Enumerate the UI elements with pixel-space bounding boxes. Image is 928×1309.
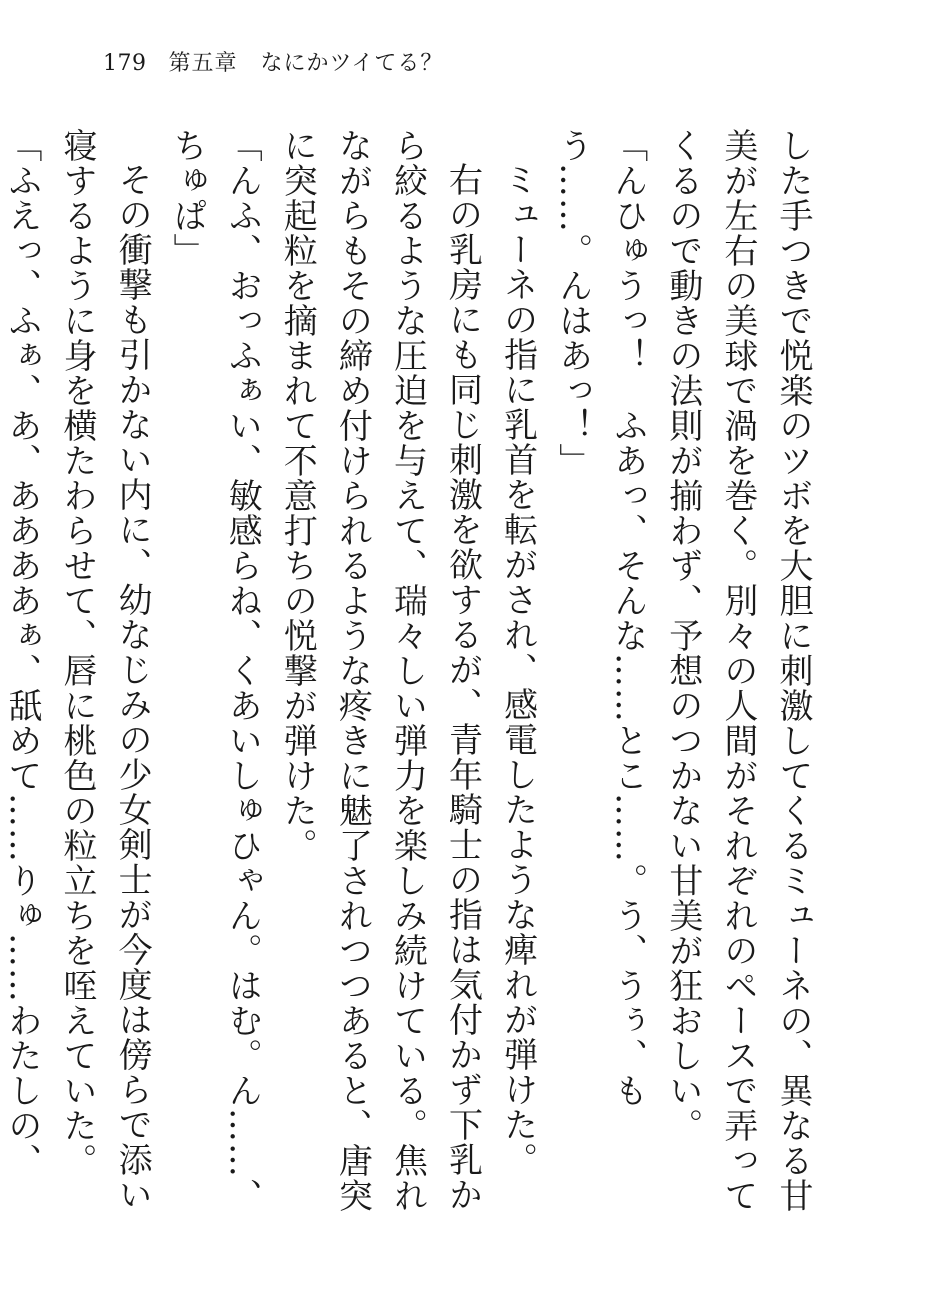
paragraph: 「んふ、おっふぁい、敏感らね、くあいしゅひゃん。はむ。ん……、ちゅぱ」 [167,128,263,1213]
body-text [1,128,820,1228]
paragraph: ミューネの指に乳首を転がされ、感電したような痺れが弾けた。 [497,162,538,1177]
page-number: 179 [103,51,147,76]
paragraph: 「ふえっ、ふぁ、あ、ああああぁ、舐めて……りゅ……わたしの、 [1,128,42,1178]
paragraph: 右の乳房にも同じ刺激を欲するが、青年騎士の指は気付かず下乳から絞るような圧迫を与えて、瑞々しい弾力を楽しみ続けている。焦れながらもその締め付けられるような疼きに魅了されつつあると、唐突に突起粒を摘まれて不意打ちの悦撃が弾けた。 [277,128,483,1213]
paragraph: 「んひゅうっ！ ふあっ、そんな……とこ……。う、うぅ、もう……。んはあっ！」 [552,128,648,1108]
running-header [103,46,443,78]
paragraph: した手つきで悦楽のツボを大胆に刺激してくるミューネの、異なる甘美が左右の美球で渦を巻く。別々の人間がそれぞれのペースで弄ってくるので動きの法則が揃わず、予想のつかない甘美が狂おしい。 [662,128,813,1213]
paragraph: その衝撃も引かない内に、幼なじみの少女剣士が今度は傍らで添い寝するように身を横たわらせて、唇に桃色の粒立ちを咥えていた。 [56,128,153,1212]
chapter-title: 第五章 なにかツイてる？ [168,51,444,76]
